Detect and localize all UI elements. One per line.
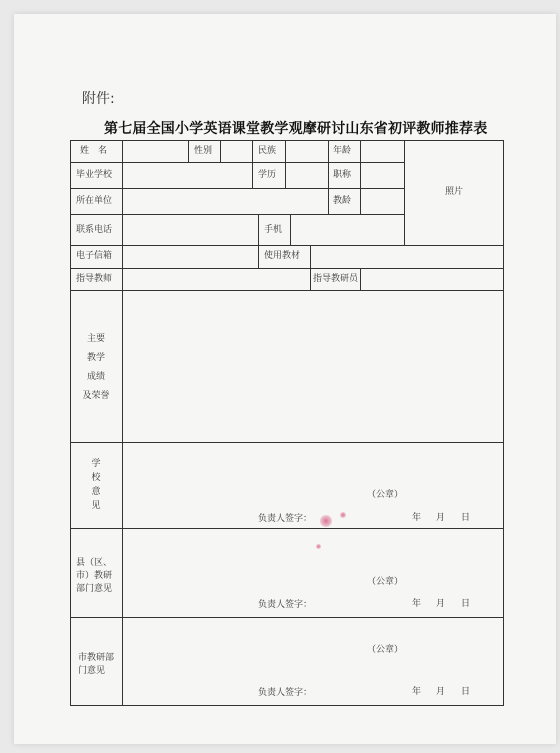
title-label: 职称	[333, 170, 352, 180]
city-month: 月	[436, 687, 446, 697]
school-year: 年	[412, 513, 422, 523]
photo-label: 照片	[445, 187, 464, 197]
teaching-years-label: 教龄	[333, 196, 352, 206]
achievements-label: 主要 教学 成绩 及荣誉	[82, 334, 110, 401]
advisor-label: 指导教师	[76, 274, 113, 284]
advisor-org-label: 指导教研员	[313, 274, 359, 284]
school-label: 毕业学校	[76, 170, 113, 180]
city-year: 年	[412, 687, 422, 697]
attachment-label: 附件:	[82, 91, 115, 107]
school-day: 日	[461, 513, 471, 523]
ink-stain	[340, 512, 346, 518]
email-label: 电子信箱	[76, 251, 113, 261]
age-label: 年龄	[333, 146, 352, 156]
ink-stain	[316, 544, 321, 549]
workplace-label: 所在单位	[76, 196, 113, 206]
county-day: 日	[461, 599, 471, 609]
education-label: 学历	[258, 170, 277, 180]
mobile-label: 手机	[264, 225, 283, 235]
county-seal: （公章）	[367, 577, 404, 587]
ethnicity-label: 民族	[258, 146, 277, 156]
city-seal: （公章）	[367, 645, 404, 655]
city-opinion-label: 市教研部 门意见	[78, 653, 115, 676]
school-seal: （公章）	[367, 490, 404, 500]
school-opinion-label: 学 校 意 见	[91, 459, 101, 511]
name-label: 姓 名	[80, 146, 108, 156]
phone-label: 联系电话	[76, 225, 113, 235]
county-signature: 负责人签字：	[258, 600, 313, 610]
city-signature: 负责人签字：	[258, 688, 313, 698]
gender-label: 性别	[194, 146, 213, 156]
ink-stain	[320, 515, 332, 527]
county-opinion-label: 县（区、 市）教研 部门意见	[76, 558, 113, 594]
city-day: 日	[461, 687, 471, 697]
school-month: 月	[436, 513, 446, 523]
county-year: 年	[412, 599, 422, 609]
school-signature: 负责人签字：	[258, 514, 313, 524]
county-month: 月	[436, 599, 446, 609]
textbook-label: 使用教材	[264, 251, 301, 261]
form-title: 第七届全国小学英语课堂教学观摩研讨山东省初评教师推荐表	[104, 121, 488, 137]
